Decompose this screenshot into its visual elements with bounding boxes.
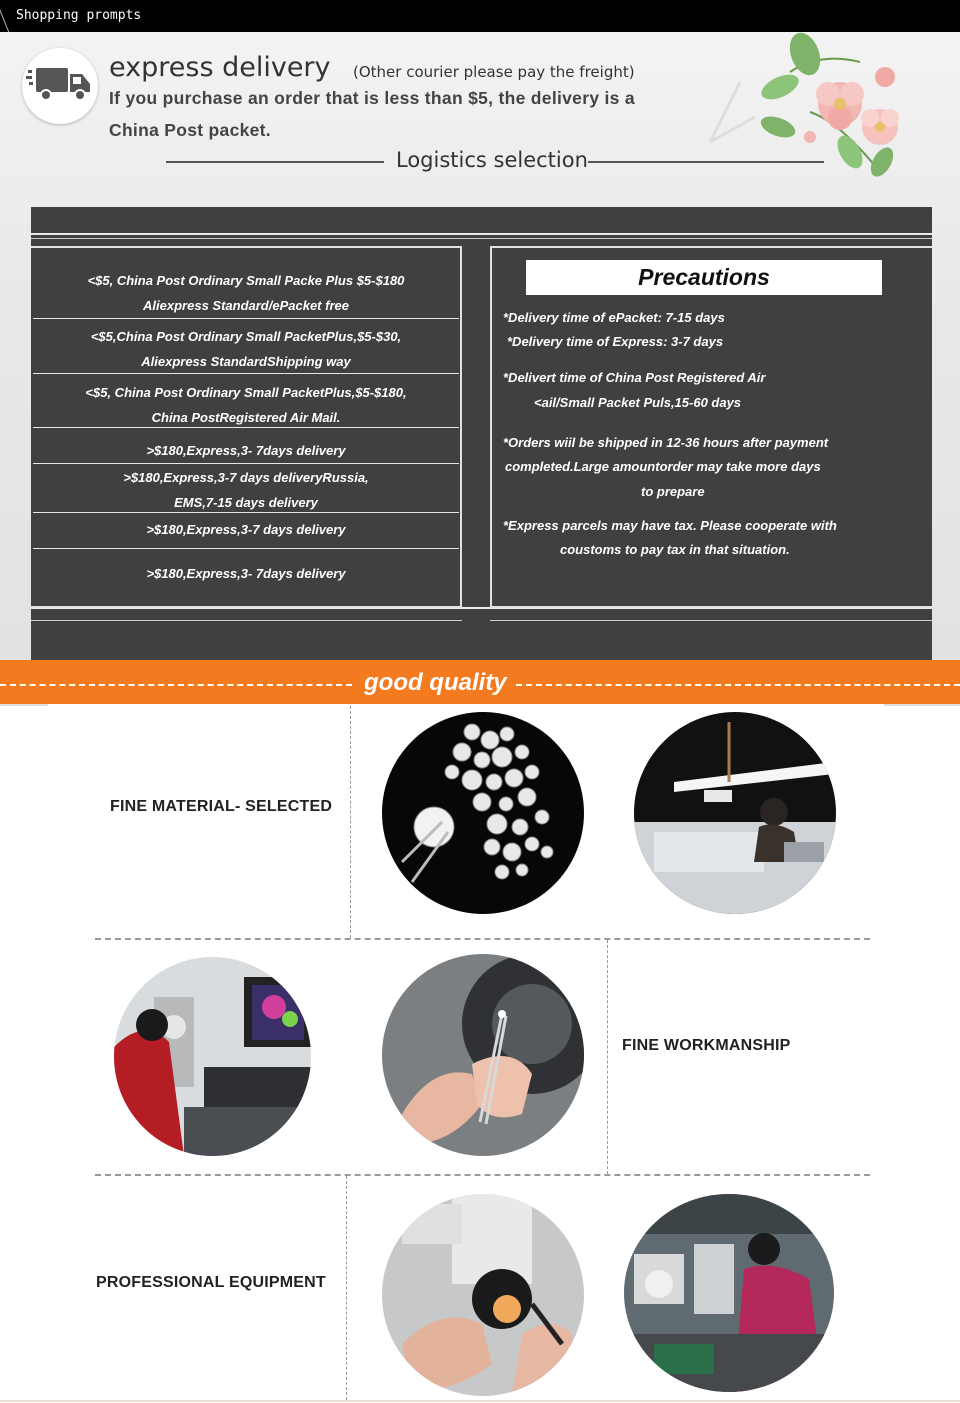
precaution-text: *Express parcels may have tax. Please cooperate with xyxy=(503,518,837,533)
dashed-divider xyxy=(607,940,608,1174)
divider xyxy=(33,512,459,513)
bottom-edge xyxy=(0,1400,960,1402)
banner-title: good quality xyxy=(364,669,507,696)
precaution-text: completed.Large amountorder may take more days xyxy=(505,459,821,474)
lab-equipment-photo xyxy=(624,1194,834,1392)
option-line: >$180,Express,3- 7days delivery xyxy=(146,566,346,581)
precaution-text: *Delivert time of China Post Registered Air xyxy=(503,370,766,385)
express-line-1: If you purchase an order that is less than $5, the delivery is a xyxy=(109,88,635,108)
option-line: >$180,Express,3-7 days deliveryRussia, xyxy=(123,470,369,485)
workshop-photo xyxy=(634,712,836,914)
option-line: <$5, China Post Ordinary Small Packe Plus $5-$180 xyxy=(87,273,405,288)
express-title: express delivery xyxy=(109,52,331,83)
shipping-option xyxy=(33,466,459,515)
precaution-text: *Orders wiil be shipped in 12-36 hours after payment xyxy=(503,435,829,450)
precaution-text: *Delivery time of Express: 3-7 days xyxy=(507,334,724,349)
logistics-title: Logistics selection xyxy=(396,148,588,172)
shipping-option xyxy=(33,381,459,430)
divider xyxy=(31,238,932,239)
good-quality-banner xyxy=(0,660,960,704)
dashed-divider xyxy=(95,938,870,940)
shipping-option xyxy=(33,518,459,543)
dashed-divider xyxy=(95,1174,870,1176)
dashed-divider xyxy=(516,684,960,686)
shipping-option xyxy=(33,439,459,464)
shipping-option xyxy=(33,269,459,318)
tweezers-photo xyxy=(382,954,584,1156)
quality-label: FINE MATERIAL- SELECTED xyxy=(110,798,333,815)
divider xyxy=(33,463,459,464)
divider xyxy=(33,318,459,319)
option-line: EMS,7-15 days delivery xyxy=(174,494,318,510)
divider xyxy=(166,161,384,163)
dashed-divider xyxy=(350,706,351,938)
precaution-text: coustoms to pay tax in that situation. xyxy=(560,542,790,557)
top-bar xyxy=(0,0,960,32)
divider xyxy=(33,373,459,374)
option-line: <$5,China Post Ordinary Small PacketPlus,$5-$30, xyxy=(90,329,402,344)
precaution-text: <ail/Small Packet Puls,15-60 days xyxy=(534,395,742,410)
section-title: Shopping prompts xyxy=(16,8,142,23)
precaution-text: *Delivery time of ePacket: 7-15 days xyxy=(503,310,725,325)
dashed-divider xyxy=(0,684,352,686)
divider xyxy=(31,620,462,621)
option-line: China PostRegistered Air Mail. xyxy=(151,409,341,425)
diamonds-photo xyxy=(382,712,584,914)
precaution-text: to prepare xyxy=(641,484,705,499)
option-line: Aliexpress StandardShipping way xyxy=(141,353,351,369)
quality-label: FINE WORKMANSHIP xyxy=(622,1037,791,1054)
shipping-option xyxy=(33,562,459,587)
divider xyxy=(33,548,459,549)
dashed-divider xyxy=(346,1176,347,1400)
option-line: >$180,Express,3- 7days delivery xyxy=(146,443,346,458)
shipping-option xyxy=(33,325,459,374)
microscope-closeup-photo xyxy=(382,1194,584,1396)
divider xyxy=(0,704,48,706)
divider xyxy=(884,704,960,706)
microscope-operator-photo xyxy=(114,957,311,1156)
divider xyxy=(490,620,932,621)
option-line: >$180,Express,3-7 days delivery xyxy=(146,522,346,537)
quality-label: PROFESSIONAL EQUIPMENT xyxy=(96,1274,326,1291)
precautions-title: Precautions xyxy=(526,260,882,295)
flower-decoration xyxy=(700,32,920,192)
express-line-2: China Post packet. xyxy=(109,120,271,140)
divider xyxy=(31,233,932,235)
express-note: (Other courier please pay the freight) xyxy=(353,63,635,81)
truck-icon xyxy=(22,48,98,124)
option-line: <$5, China Post Ordinary Small PacketPlus,$5-$180, xyxy=(85,385,407,400)
option-line: Aliexpress Standard/ePacket free xyxy=(143,297,349,313)
divider xyxy=(33,427,459,428)
